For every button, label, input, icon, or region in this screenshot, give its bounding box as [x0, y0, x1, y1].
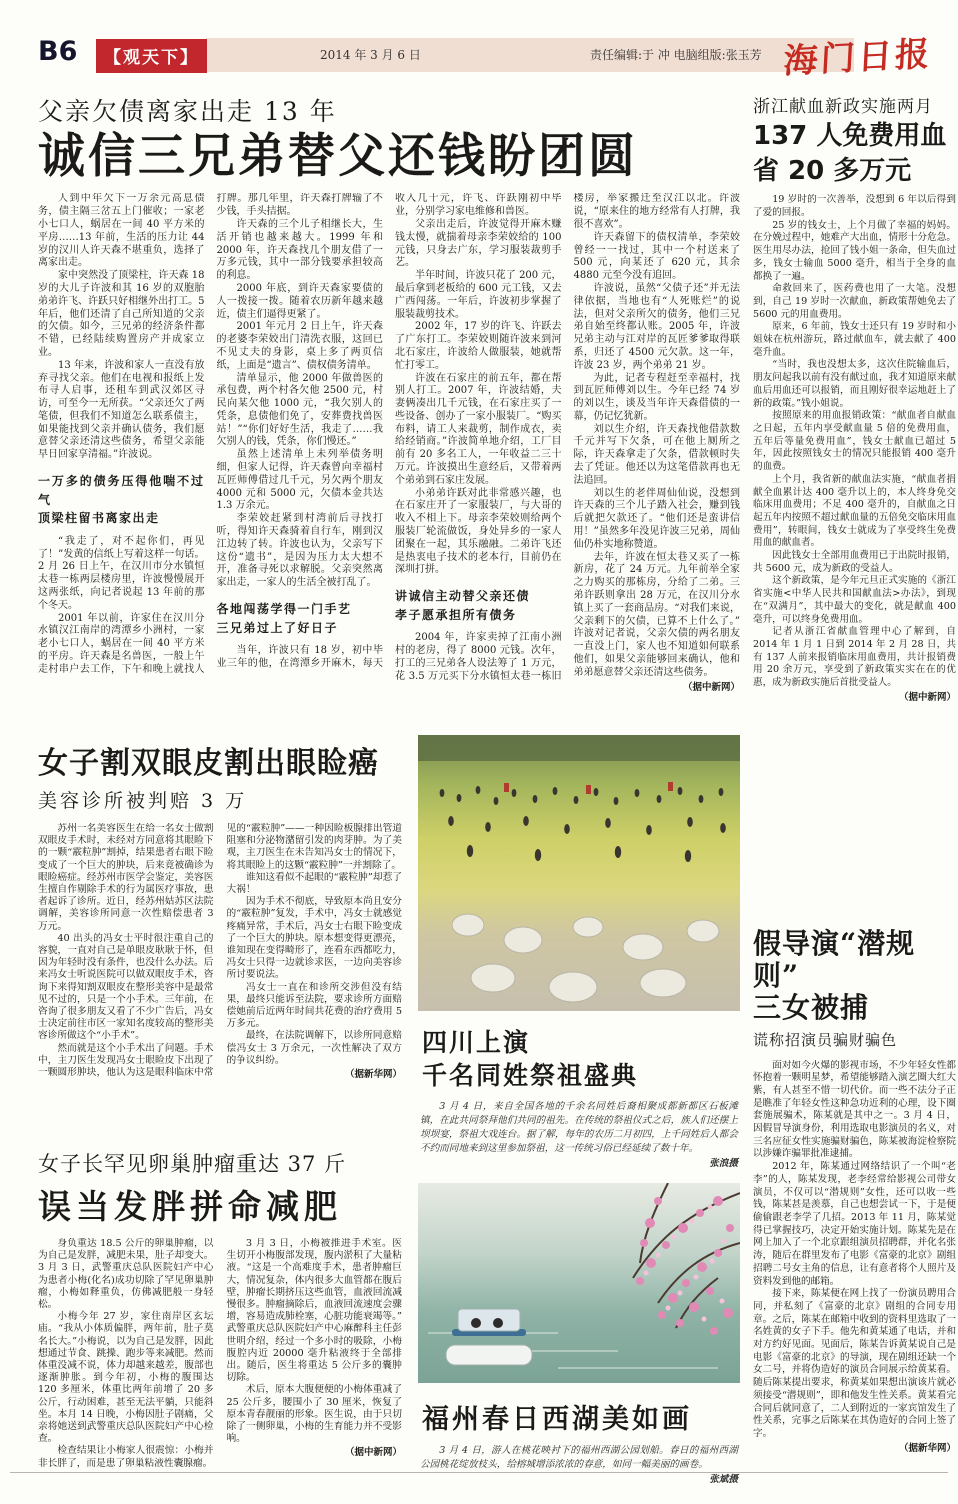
- paragraph: 冯女士一直在和诊所交涉但没有结果，最终只能诉至法院，要求诊所方面赔偿她前后近两年时间共花费的治疗费用 5 万多元。: [226, 981, 402, 1030]
- bottom-rule: [10, 1472, 948, 1473]
- photo1-headline-line1: 四川上演: [422, 1028, 531, 1057]
- paragraph: 2000 年底，到许天森家要债的人一拨接一拨。随着农历新年越来越近，债主们逼得更紧了。: [216, 282, 383, 320]
- tumor-headline: 误当发胖拼命减肥: [38, 1187, 342, 1226]
- paragraph: 去年，许波在恒太巷又买了一栋新房，花了 24 万元。九年前举全家之力购买的那栋房，分给了二弟。三弟许跃则拿出 28 万元，在汉川分水镇上买了一套商品房。“对我们来说，父亲剩下的欠债，已算不上什么了。”许波对记者说，父亲欠债的两名朋友一直没上门，家人也不知道如何联系他们，如果父亲能够回来确认，他和弟弟愿意替父亲还清这些债务。: [573, 551, 740, 678]
- paragraph: 2002 年，17 岁的许飞、许跃去了广东打工。李荣姣则随许波来到河北石家庄，许波给人做服装，她就帮忙打零工。: [395, 321, 562, 371]
- paragraph: 40 出头的冯女士平时很注重自己的容貌，一直对自己是单眼皮耿耿于怀，但因为年轻时没有条件，也没什么办法。后来冯女士听说医院可以做双眼皮手术，咨询下来得知割双眼皮在整形美容中是最常见不过的，只是一个小手术。三年前，在咨询了很多朋友又看了不少广告后，冯女士决定前往市区一家知名度较高的整形美容诊所做这个“小手术”。: [38, 932, 214, 1042]
- photo1-caption: [420, 1100, 738, 1171]
- source-attribution: （据中新网）: [344, 1447, 402, 1459]
- photo-west-lake-image: [418, 1183, 740, 1383]
- issue-date: 2014 年 3 月 6 日: [320, 48, 421, 62]
- blood-title-line2: 省 20 多万元: [753, 155, 912, 186]
- photo1-headline: [422, 1027, 740, 1092]
- eyelid-body: [38, 823, 402, 1135]
- eyelid-article: [38, 738, 402, 1135]
- blood-article: [753, 92, 956, 806]
- lead-article: [38, 92, 740, 733]
- paragraph: 因为手术不彻底，导致原本尚且安分的“霰粒肿”复发，手术中，冯女士就感觉疼痛异常，手术后，冯女士右眼下睑变成了一个巨大的肿块。原本想变得更漂亮，谁知现在变得畸形了，连看东西都吃力，冯女士只得一边就诊求医，一边向美容诊所讨要说法。: [226, 896, 402, 981]
- blood-body: [753, 194, 956, 806]
- lead-body: [38, 193, 740, 733]
- paragraph: 许波在石家庄的前五年，都在帮别人打工。2007 年，许波结婚，夫妻俩凑出几千元钱，在石家庄买了一些设备、创办了一家小服装厂。“购买布料，请工人来裁剪，制作成衣，卖给经销商。”许波简单地介绍，工厂目前有 20 多名工人，一年收益二三十万元。许波摸出生意经后，又带着两个弟弟到石家庄发展。: [395, 372, 562, 486]
- paragraph: 许波说，虽然“父债子还”并无法律依据，当地也有“人死账烂”的说法，但对父亲所欠的债务，他们三兄弟自始至终都认账。2005 年，许波兄弟主动与江对岸的瓦匠爹爹取得联系，归还了 4500 元欠款。这一年，许波 23 岁，两个弟弟 21 岁。: [573, 282, 740, 371]
- paragraph: 上个月，我省新的献血法实施，“献血者捐献全血累计达 400 毫升以上的，本人终身免交临床用血费用；不足 400 毫升的，自献血之日起五年内按照不超过献血量的五倍免交临床用血费用”，转眼间，钱女士就成为了享受终生免费用血的献血者。: [753, 473, 956, 549]
- photo-rapeseed-field-image: [418, 735, 740, 1011]
- paragraph: 小弟弟许跃对此非常感兴趣，也在石家庄开了一家服装厂，与大哥的收入不相上下。母亲李荣姣则给两个服装厂轮流做饭，身处异乡的一家人团聚在一起，其乐融融。二弟许飞还是热衷电子技术的老本行，目前仍在深圳打拼。: [395, 487, 562, 576]
- paragraph: 术后，原本大腹便便的小梅体重减了 25 公斤多，腰围小了 30 厘米，恢复了原本青春靓丽的形象。医生说，由于只切除了一侧卵巢，小梅的生育能力并不受影响。: [226, 1384, 402, 1445]
- tumor-kicker: 女子长罕见卵巢肿瘤重达 37 斤: [38, 1152, 347, 1176]
- paragraph: 2001 年元月 2 日上午，许天森的老婆李荣姣出门清洗衣服，这回已不见丈夫的身影，桌上多了两页信纸，上面是“遗言”、债权债务清单。: [216, 321, 383, 371]
- paragraph: 19 岁时的一次善举，没想到 6 年以后得到了爱的回报。: [753, 194, 956, 219]
- paragraph: 清单显示，他 2000 年做兽医的承包费，两个村各欠他 2500 元，村民向某欠他 1000 元，“我欠别人的凭条，息债他们免了，安葬费找兽医站！”“你们好好生活，我走了……我欠别人的钱，凭条，你们慢还。”: [216, 372, 383, 448]
- paragraph: 2004 年，许家卖掉了江南小洲村的老房，得了 8000 元钱。次年，打工的三兄弟各人设法筹了 1 万元，花 3.5 万元买下分水镇恒太巷一栋旧楼房，举家搬迁至汉江以北。许波说，“原来住的地方经常有人打牌，我很不喜欢”。: [395, 193, 740, 682]
- paragraph: 许天森的三个儿子相继长大，生活开销也越来越大。1999 年和 2000 年，许天森找几个朋友借了一万多元钱，其中一部分钱要承担较高的利息。: [216, 218, 383, 282]
- paragraph: 当年，许波只有 18 岁，初中毕业三年的他，在湾潭乡开麻木，每天收入几十元，许飞、许跃刚初中毕业，分别学习家电维修和兽医。: [216, 193, 562, 670]
- paragraph: 2001 年以前，许家住在汉川分水镇汉江南岸的湾潭乡小洲村，一家老小七口人，蜗居在一间 40 平方米的平房。许天森是名兽医，一般上午走村串户去工作，下午和晚上就找人打牌。那几年里，许天森打牌输了不少钱，手头拮据。: [38, 193, 383, 675]
- paragraph: 检查结果让小梅家人很震惊：小梅并非长胖了，而是患了卵巢粘液性囊腺瘤。: [38, 1445, 214, 1469]
- director-subtitle: 谎称招演员骗财骗色: [753, 1030, 898, 1049]
- paragraph: 最终，在法院调解下，以诊所同意赔偿冯女士 3 万余元，一次性解决了双方的争议纠纷。: [226, 1030, 402, 1066]
- paragraph: 命救回来了，医药费也用了一大笔。没想到，自己 19 岁时一次献血，新政策帮她免去了 5600 元的用血费用。: [753, 283, 956, 320]
- director-title-line2: 三女被捕: [753, 991, 870, 1025]
- blood-kicker: 浙江献血新政实施两月: [753, 97, 933, 117]
- tumor-article: [38, 1148, 402, 1484]
- paragraph: 身负重达 18.5 公斤的卵巢肿瘤，以为自己是发胖，减肥未果，肚子却变大。3 月 3 日，武警重庆总队医院妇产中心为患者小梅(化名)成功切除了罕见卵巢肿瘤，小梅如释重负，仿佛减肥般一身轻松。: [38, 1238, 214, 1311]
- photo1-credit: 张浪摄: [709, 1158, 738, 1169]
- photo2-credit: 张斌摄: [709, 1474, 738, 1485]
- paragraph: 面对如今火爆的影视市场，不少年轻女性都怀抱着一颗明星梦，希望能够踏入演艺圈大红大紫，有人甚至不惜一切代价。而一些不法分子正是瞧准了年轻女性这种急功近利的心理，设下圈套施展骗术，陈某就是其中之一。3 月 4 日，因假冒导演身份，利用选取电影演员的名义，对三名应征女性实施骗财骗色，陈某被海淀检察院以涉嫌诈骗罪批准逮捕。: [753, 1059, 956, 1160]
- section-label: 【观天下】: [96, 39, 207, 73]
- source-attribution: （据新华网）: [344, 1069, 402, 1081]
- paragraph: 接下来，陈某便在网上找了一份演员聘用合同，并私刻了《富豪的北京》剧组的合同专用章。之后，陈某在邮箱中收到的资料里选取了一名姓黄的女子下手。他先和黄某通了电话，并和对方约好见面。见面后，陈某告诉黄某说自己是电影《富豪的北京》的导演，现在剧组还缺一个女二号，并将伪造好的演员合同展示给黄某看。随后陈某提出要求，称黄某如果想出演该片就必须接受“潜规则”，即和他发生性关系。黄某看完合同后就同意了，二人到附近的一家宾馆发生了性关系，完事之后陈某在其伪造好的合同上签了字。: [753, 1288, 956, 1439]
- photo2-headline: 福州春日西湖美如画: [422, 1404, 692, 1435]
- blood-title-line1: 137 人免费用血: [753, 121, 947, 151]
- source-attribution: （据中新网）: [898, 691, 956, 703]
- paragraph: 3 月 3 日，小梅被推进手术室。医生切开小梅腹部发现，腹内淤积了大量粘液。“这是一个高难度手术，患者肿瘤巨大，情况复杂，体内很多大血管都在腹后壁，肿瘤长期挤压这些血管，血液回流减慢很多。肿瘤摘除后，血液回流速度会骤增，容易造成肺栓塞，心脏功能衰竭等。”武警重庆总队医院妇产中心麻醉科主任彭世明介绍，经过一个多小时的吸除，小梅腹腔内近 20000 毫升粘液终于全部排出。随后，医生将重达 5 公斤多的囊肿切除。: [226, 1238, 402, 1384]
- paragraph: 为此，记者专程赶至幸福村，找到瓦匠师傅刘以生。今年已经 74 岁的刘以生，谈及当年许天森借债的一幕，仍记忆犹新。: [573, 372, 740, 422]
- photo2-caption-text: 3 月 4 日，游人在桃花映衬下的福州西湖公园划船。春日的福州西湖公园桃花绽放枝头，给榕城增添浓浓的春意，如同一幅美丽的画卷。: [420, 1445, 738, 1470]
- section-subheading: 一万多的债务压得他喘不过气 顶梁柱留书离家出走: [38, 474, 205, 526]
- source-attribution: （据中新网）: [682, 681, 740, 693]
- section-subheading: 各地闯荡学得一门手艺 三兄弟过上了好日子: [216, 602, 352, 635]
- paragraph: “当时，我也没想太多，这次住院输血后，朋友问起我以前有没有献过血，我才知道原来献血后用血还可以报销，而且刚好很幸运地赶上了新的政策。”钱小姐说。: [753, 359, 956, 409]
- paragraph: 父亲出走后，许波觉得开麻木赚钱太慢，就揣着母亲李荣姣给的 100 元钱，只身去广东，学习服装裁剪手艺。: [395, 218, 562, 269]
- masthead-logo: 海门日报: [782, 34, 934, 82]
- page-header: [30, 34, 934, 82]
- lead-kicker: 父亲欠债离家出走 13 年: [38, 97, 337, 126]
- paragraph: 2012 年，陈某通过网络结识了一个叫“老李”的人，陈某发现，老李经常给影视公司带女演员，不仅可以“潜规则”女性，还可以收一些钱，陈某甚是羡慕，自己也想尝试一下，于是便偷偷跟老李学了几招。2013 年 11 月，陈某觉得已掌握技巧，决定开始实施计划。陈某先是在网上加入了一个北京跟组演员招聘群，并化名张涛，随后在群里发布了电影《富豪的北京》剧组招聘二号女主角的信息，让有意者将个人照片及资料发到他的邮箱。: [753, 1161, 956, 1287]
- paragraph: 人到中年欠下一万余元高息债务，债主隔三岔五上门催收；一家老小七口人，蜗居在一间 40 平方米的平房……13 年前，生活的压力让 44 岁的汉川人许天森不堪重负，选择了离家出走。: [38, 193, 205, 269]
- page-number: B6: [38, 36, 78, 67]
- paragraph: 记者从浙江省献血管理中心了解到，自 2014 年 1 月 1 日到 2014 年 2 月 28 日，共有 137 人前来报销临床用血费用，共计报销费用 20 余万元，享受到了新政策实实在在的优惠，成为新政实施后首批受益人。: [753, 626, 956, 689]
- photo-column: [418, 735, 740, 1487]
- paragraph: 许天森留下的债权清单，李荣姣曾经一一找过，其中一个村送来了 500 元，向某还了 620 元，其余 4880 元至今没有追回。: [573, 231, 740, 282]
- paragraph: 谁知这看似不起眼的“霰粒肿”却惹了大祸！: [226, 871, 402, 896]
- paragraph: 刘以生的老伴周仙仙说，没想到许天森的三个儿子踏入社会，赚到钱后就把欠款还了。“他们还是蛮讲信用！”虽然多年没见许波三兄弟，周仙仙仍朴实地称赞道。: [573, 487, 740, 550]
- tumor-body: [38, 1238, 402, 1484]
- paragraph: 李荣姣赶紧到村湾前后寻找打听，得知许天森骑着自行车，刚到汉江边转了转。许波也认为，父亲写下这份“遗书”，是因为压力太大想不开，准备寻死以求解脱。父亲突然离家出走，一家人的生活全被打乱了。: [216, 513, 383, 589]
- paragraph: 然而就是这个小手术出了问题。手术中，主刀医生发现冯女士眼睑皮下出现了一颗圆形肿块，他认为这是眼科临床中常见的“霰粒肿”——一种因睑板腺排出管道阻塞和分泌物潴留引发的肉芽肿。为了美观，主刀医生在未告知冯女士的情况下，将其眼睑上的这颗“霰粒肿”一并割除了。: [38, 823, 402, 1079]
- paragraph: 虽然上述清单上未列举债务明细，但家人记得，许天森曾向幸福村瓦匠师傅借过几千元，另欠两个朋友 4000 元和 5000 元，欠债本金共达 1.3 万余元。: [216, 449, 383, 512]
- paragraph: 原来，6 年前，钱女士还只有 19 岁时和小姐妹在杭州游玩，路过献血车，就去献了 400 毫升血。: [753, 321, 956, 358]
- eyelid-subtitle: 美容诊所被判赔 3 万: [38, 790, 248, 812]
- paragraph: 小梅今年 27 岁，家住南岸区玄坛庙。“我从小体质偏胖，两年前，肚子莫名长大。”小梅说，以为自己是发胖，因此想通过节食、跳操、跑步等来减肥。然而体重没减不说，体力却越来越差，腹部也逐渐肿胀。到今年初，小梅的腹围达 120 多厘米，体重比两年前增了 20 多公斤，行动困难，甚至无法平躺，只能斜坐。本月 14 日晚，小梅因肚子剧痛，父亲将她送到武警重庆总队医院妇产中心检查。: [38, 1311, 214, 1445]
- editors-line: 责任编辑:于 冲 电脑组版:张玉芳: [590, 48, 762, 62]
- paragraph: 半年时间，许波只花了 200 元，最后拿到老板给的 600 元工钱，又去广西闯荡。一年后，许波初步掌握了服装裁剪技术。: [395, 270, 562, 320]
- lead-headline: 诚信三兄弟替父还钱盼团圆: [38, 129, 638, 184]
- photo1-caption-text: 3 月 4 日，来自全国各地的千余名同姓后裔相聚成都新都区石板滩镇，在此共同祭拜他们共同的祖先。在传统的祭祖仪式之后，族人们还摆上坝坝宴，祭祖大戏连台。据了解，每年的农历二月初四，上千同姓后人都会不约而同地来到这里参加祭祖，这一传统习俗已经延续了数十年。: [420, 1101, 738, 1154]
- paragraph: 13 年来，许波和家人一直没有放弃寻找父亲。他们在电视和报纸上发布寻人启事，还租车到武汉郊区寻访，可至今一无所获。“父亲还欠了两笔债，但我们不知道怎么联系债主，如果能找到父亲并确认债务，我们愿意替父亲还清这些债务，希望父亲能早日回家享清福。”许波说。: [38, 359, 205, 461]
- section-subheading: 讲诚信主动替父亲还债 孝子愿承担所有债务: [395, 589, 531, 622]
- director-body: [753, 1060, 956, 1504]
- paragraph: 刘以生介绍，许天森找他借款数千元并写下欠条，可在他上厕所之际，许天森拿走了欠条，借款顿时失去了凭证。他还以为这笔借款再也无法追回。: [573, 423, 740, 486]
- paragraph: 家中突然没了顶梁柱，许天森 18 岁的大儿子许波和其 16 岁的双胞胎弟弟许飞、许跃只好相继外出打工。5 年后，他们还清了自己所知道的父亲的欠债。如今，三兄弟的经济条件都不错，已经陆续购置房产并成家立业。: [38, 270, 205, 358]
- source-attribution: （据新华网）: [898, 1442, 956, 1454]
- paragraph: “我走了，对不起你们，再见了！”发黄的信纸上写着这样一句话。2 月 26 日上午，在汉川市分水镇恒太巷一栋两层楼房里，许波慢慢展开这两张纸，向记者说起 13 年前的那个冬天。: [38, 535, 205, 611]
- paragraph: 这个新政策，是今年元旦正式实施的《浙江省实施<中华人民共和国献血法>办法》，到现在“双满月”，其中最大的变化，就是献血 400 毫升，可以终身免费用血。: [753, 575, 956, 625]
- photo1-headline-line2: 千名同姓祭祖盛典: [422, 1060, 639, 1090]
- director-article: [753, 928, 956, 1504]
- photo2-caption: [420, 1444, 738, 1487]
- director-title-line1: 假导演“潜规则”: [753, 927, 916, 993]
- paragraph: 按照原来的用血报销政策：“献血者自献血之日起，五年内享受献血量 5 倍的免费用血，五年后等量免费用血”，钱女士献血已超过 5 年，因此按照钱女士的情况只能报销 400 毫升的血费。: [753, 410, 956, 473]
- paragraph: 苏州一名美容医生在给一名女士做割双眼皮手术时，未经对方同意将其眼睑下的一颗“霰粒肿”割掉，结果患者右眼下睑变成了一个巨大的肿块，后来竟被确诊为眼睑癌症。经苏州市医学会鉴定，美容医生擅自作剔除手术的行为属医疗事故，患者起诉了诊所。近日，经苏州姑苏区法院调解，美容诊所同意一次性赔偿患者 3 万元。: [38, 823, 214, 932]
- paragraph: 25 岁的钱女士，上个月做了幸福的妈妈。在分娩过程中，她难产大出血，情形十分危急。医生用尽办法，抢回了钱小姐一条命，但失血过多，钱女士输血 5000 毫升，相当于全身的血都换了一遍。: [753, 219, 956, 282]
- eyelid-headline: 女子割双眼皮割出眼睑癌: [38, 746, 379, 781]
- paragraph: 因此钱女士全部用血费用已于出院时报销，共 5600 元，成为新政的受益人。: [753, 550, 956, 574]
